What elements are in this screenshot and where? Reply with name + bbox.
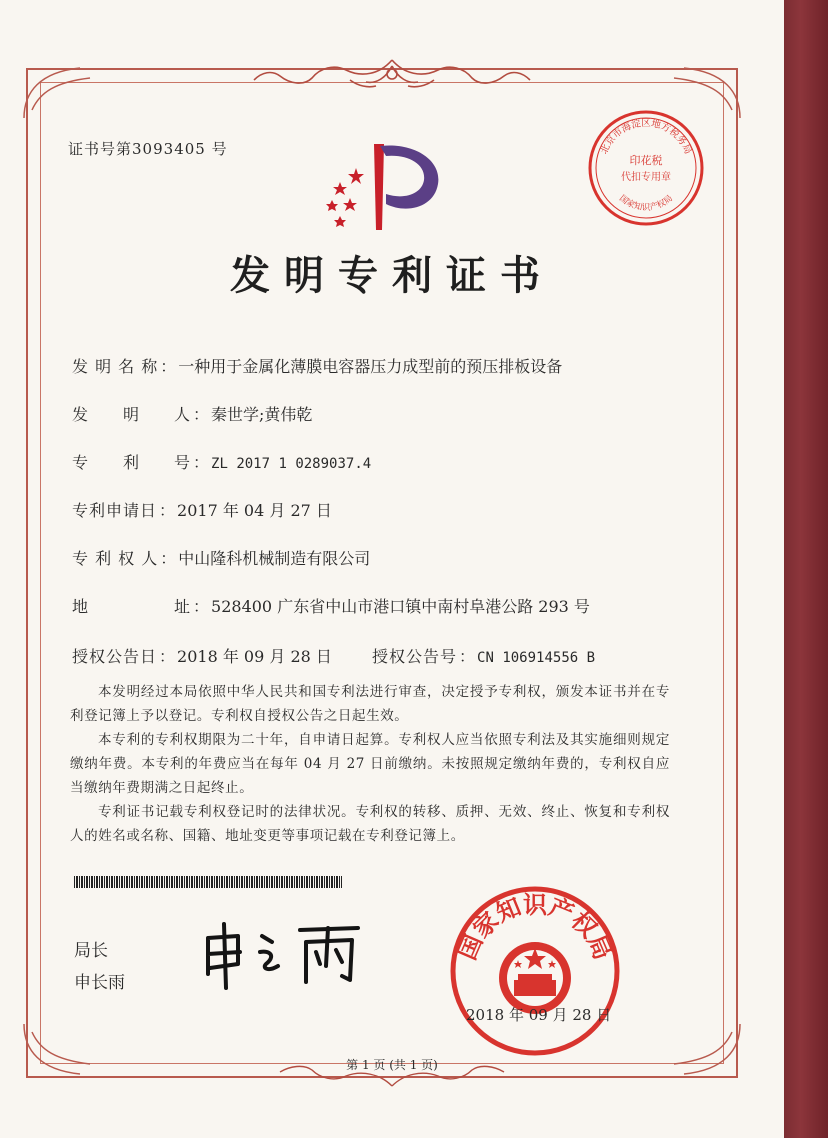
tax-stamp-line2: 代扣专用章 (621, 172, 671, 183)
tax-stamp-ring-text: 北京市海淀区地方税务局 (598, 118, 694, 156)
certificate-title: 发明专利证书 (230, 252, 554, 299)
address-value: 528400 广东省中山市港口镇中南村阜港公路 293 号 (211, 597, 590, 616)
certificate-number (68, 138, 228, 159)
field-filing-date: 专利申请日 ： 2017 年 04 月 27 日 (72, 498, 332, 521)
field-patent-number: 专 利 号 ： ZL 2017 1 0289037.4 (72, 450, 371, 473)
grant-number-label: 授权公告号 (372, 647, 458, 666)
signatory-title: 局长 (74, 941, 108, 961)
grant-date-label: 授权公告日 (72, 647, 158, 666)
filing-date-label: 专利申请日 (72, 501, 158, 520)
field-address: 地 址 ： 528400 广东省中山市港口镇中南村阜港公路 293 号 (72, 594, 590, 617)
certificate-number-suffix: 号 (211, 140, 228, 158)
inventors-label: 发 明 人 (72, 405, 192, 424)
field-grant-date: 授权公告日 ： 2018 年 09 月 28 日 (72, 644, 332, 667)
page-footer: 第 1 页 (共 1 页) (346, 1058, 438, 1072)
field-inventors: 发 明 人 ： 秦世学;黄伟乾 (72, 402, 312, 425)
tax-stamp-line1: 印花税 (629, 154, 663, 167)
top-floral-ornament (250, 56, 534, 90)
patentee-value: 中山隆科机械制造有限公司 (178, 549, 371, 568)
field-patentee: 专 利 权 人 ： 中山隆科机械制造有限公司 (72, 546, 370, 569)
seal-date: 2018 年 09 月 28 日 (466, 1006, 612, 1024)
address-label: 地 址 (72, 597, 192, 616)
seal-text: 国家知识产权局 (453, 890, 617, 964)
inventors-value: 秦世学;黄伟乾 (211, 405, 313, 424)
patentee-label: 专 利 权 人 (72, 549, 159, 568)
body-paragraph-1: 本发明经过本局依照中华人民共和国专利法进行审查，决定授予专利权，颁发本证书并在专利登记簿上予以登记。专利权自授权公告之日起生效。 (70, 684, 670, 724)
patent-number-label: 专 利 号 (72, 453, 192, 472)
field-invention-name: 发 明 名 称 ： 一种用于金属化薄膜电容器压力成型前的预压排板设备 (72, 354, 562, 377)
handwritten-signature (196, 916, 376, 992)
certificate-cover-edge (782, 0, 828, 1138)
corner-ornament-top-left (20, 62, 100, 122)
body-paragraph-3: 专利证书记载专利权登记时的法律状况。专利权的转移、质押、无效、终止、恢复和专利权人的姓名或名称、国籍、地址变更等事项记载在专利登记簿上。 (70, 804, 670, 844)
certificate-number-value: 3093405 (132, 140, 206, 158)
filing-date-value: 2017 年 04 月 27 日 (177, 501, 332, 520)
official-seal (448, 884, 622, 1058)
body-paragraph-2: 本专利的专利权期限为二十年，自申请日起算。专利权人应当依照专利法及其实施细则规定缴纳年费。本专利的年费应当在每年 04 月 27 日前缴纳。未按照规定缴纳年费的，专利权自应当缴纳年费期满之日起终止。 (70, 732, 670, 796)
grant-number-value: CN 106914556 B (477, 650, 596, 666)
signatory-name: 申长雨 (74, 973, 125, 993)
grant-date-value: 2018 年 09 月 28 日 (177, 647, 332, 666)
patent-office-logo (310, 138, 450, 234)
field-grant-number: 授权公告号 ： CN 106914556 B (372, 644, 595, 667)
invention-name-label: 发 明 名 称 (72, 357, 159, 376)
svg-text:国家知识产权局 (617, 194, 675, 213)
certificate-number-label: 证书号第 (68, 140, 133, 158)
barcode (74, 876, 342, 888)
tax-stamp-bottom-text: 国家知识产权局 (617, 193, 675, 213)
invention-name-value: 一种用于金属化薄膜电容器压力成型前的预压排板设备 (178, 357, 563, 376)
patent-number-value: ZL 2017 1 0289037.4 (211, 456, 372, 472)
tax-stamp (584, 106, 708, 230)
